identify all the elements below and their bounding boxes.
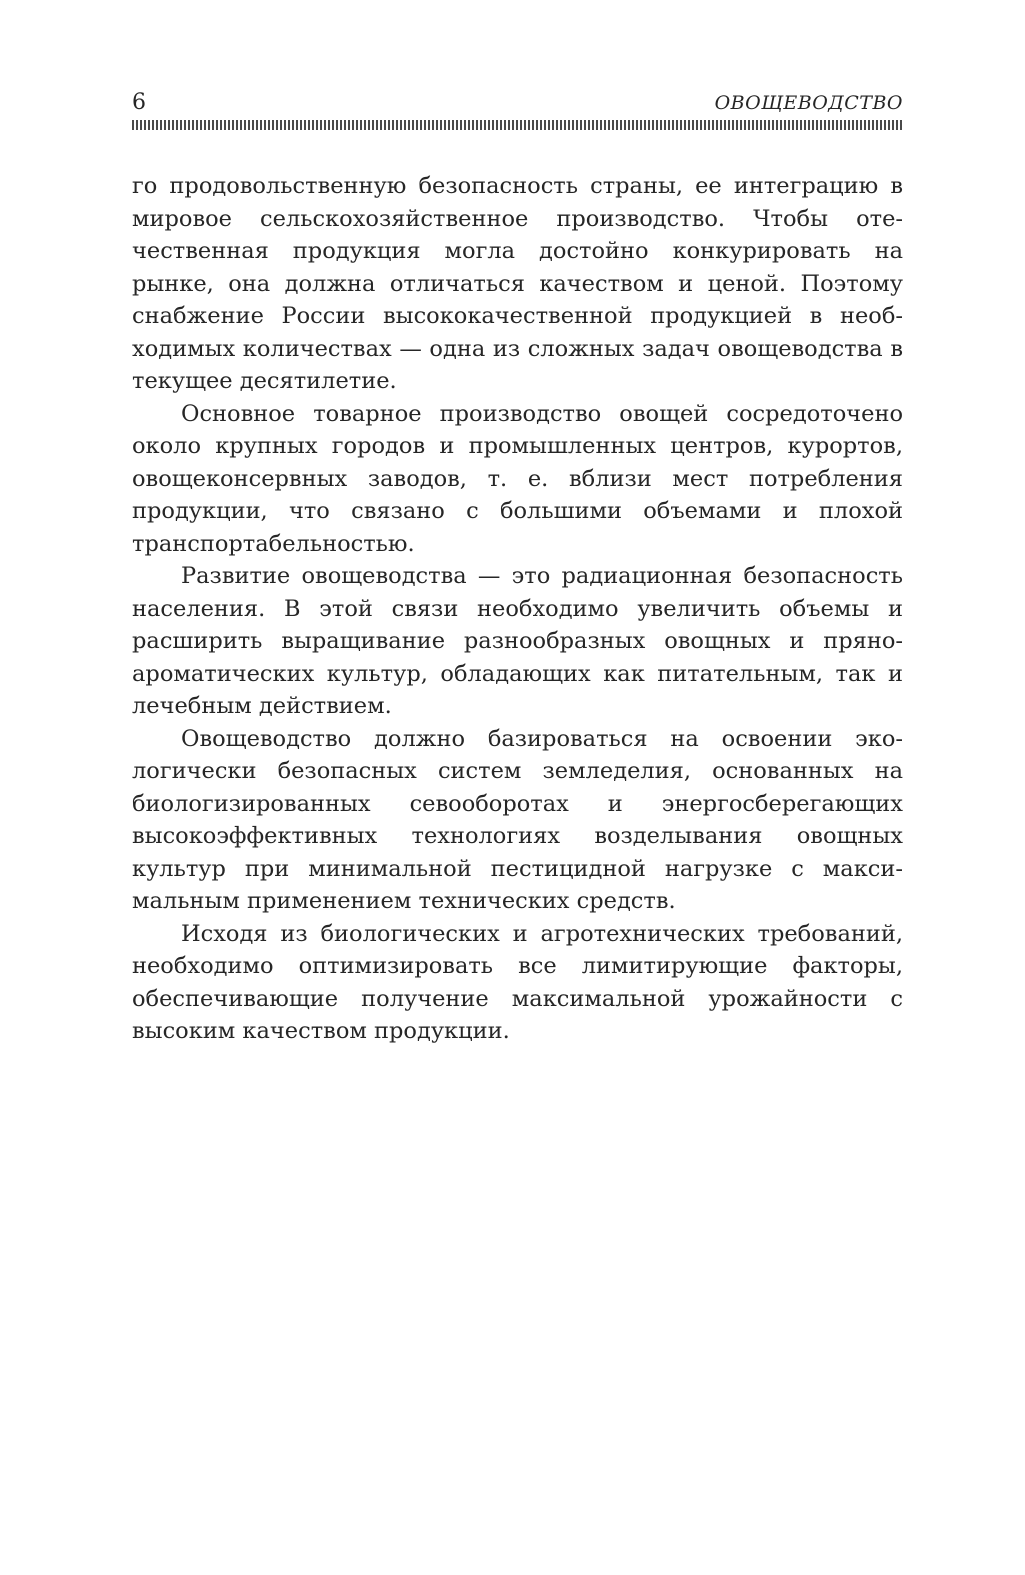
paragraph: Основное товарное производство овощей сосредоточено около крупных городов и промышленных центров, курортов, овощеконсервных заводов, т. е. вблизи мест потребления продукции, что связано с большими объемами и плохой транспортабельностью. [132, 400, 903, 557]
page-header [132, 88, 903, 122]
running-title: ОВОЩЕВОДСТВО [714, 92, 903, 114]
paragraph: Развитие овощеводства — это радиационная безопасность населения. В этой связи необходимо увеличить объемы и расширить выращивание разнообразных овощных и пряно-ароматических культур, обладающих как питательным, так и лечебным действием. [132, 563, 903, 719]
header-rule [132, 120, 903, 130]
paragraph: Овощеводство должно базироваться на освоении экологически безопасных систем земледелия, основанных на биологизированных севооборотах и энергосберегающих высокоэффективных технологиях возделывания овощных культур при минимальной пестицидной нагрузке с максимальным применением технических средств. [132, 725, 903, 914]
paragraph: Исходя из биологических и агротехнических требований, необходимо оптимизировать все лимитирующие факторы, обеспечивающие получение максимальной урожайности с высоким качеством продукции. [132, 920, 903, 1044]
paragraph: го продовольственную безопасность страны, ее интеграцию в мировое сельскохозяйственное производство. Чтобы отечественная продукция могла достойно конкурировать на рынке, она должна отличаться качеством и ценой. Поэтому снабжение России высококачественной продукцией в необходимых количествах — одна из сложных задач овощеводства в текущее десятилетие. [132, 173, 903, 394]
page-number: 6 [132, 90, 146, 115]
body-text [132, 170, 903, 1048]
